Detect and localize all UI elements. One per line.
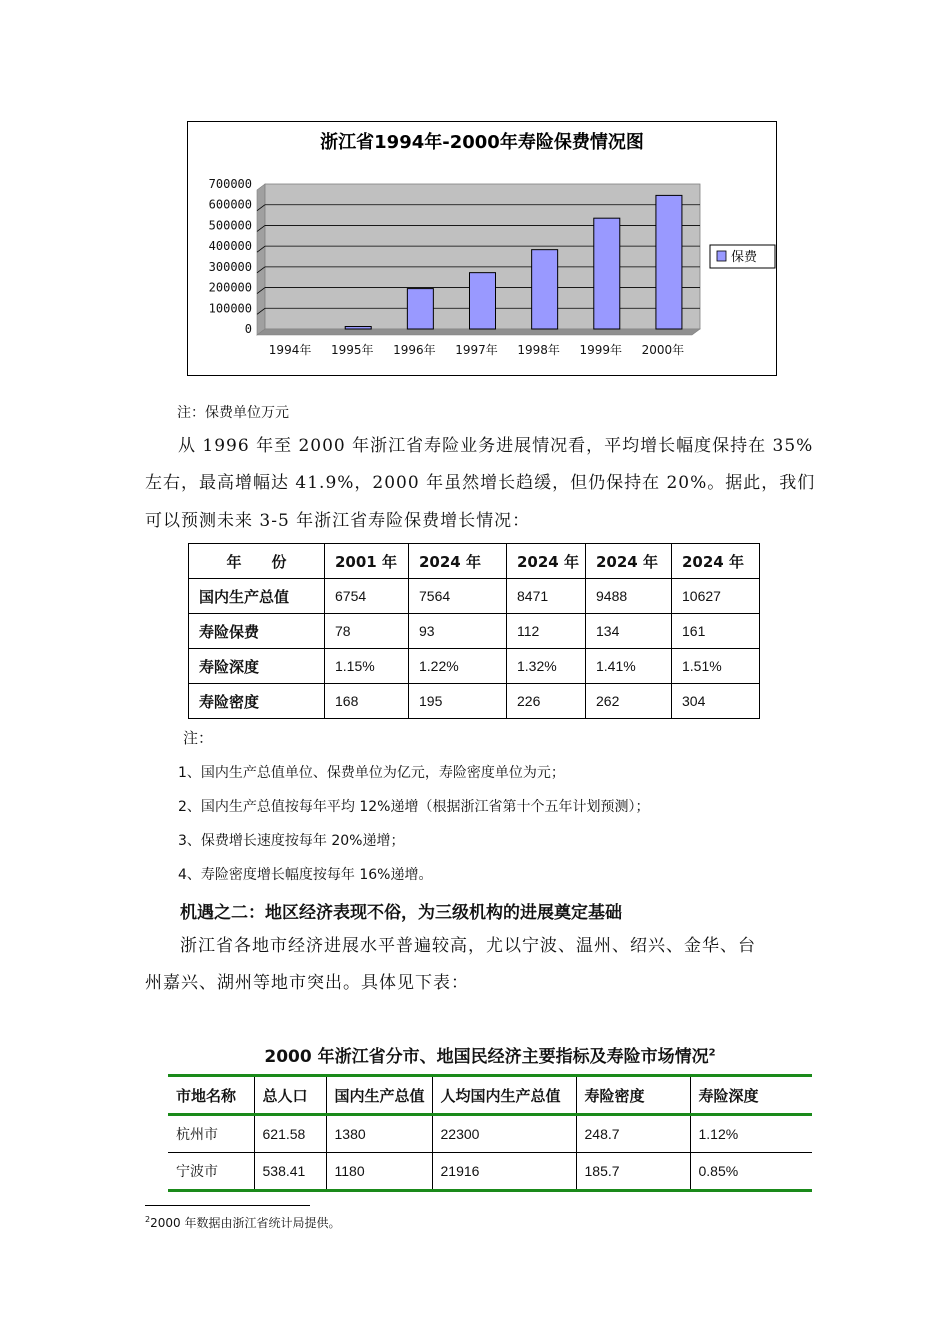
paragraph-line: 浙江省各地市经济进展水平普遍较高，尤以宁波、温州、绍兴、金华、台 (180, 936, 756, 956)
table-cell: 195 (409, 684, 507, 719)
notes-label: 注： (183, 729, 214, 747)
footnote-text: 2000 年数据由浙江省统计局提供。 (150, 1216, 341, 1230)
table-header-cell: 总人口 (254, 1076, 326, 1115)
paragraph-line: 从 1996 年至 2000 年浙江省寿险业务进展情况看，平均增长幅度保持在 35% (178, 436, 814, 456)
table-title-text: 2000 年浙江省分市、地国民经济主要指标及寿险市场情况 (264, 1047, 709, 1067)
plot-wall-side (257, 184, 265, 335)
y-tick-label: 0 (244, 322, 252, 336)
table-row (168, 1115, 812, 1153)
city-economy-table (168, 1074, 812, 1192)
footnote (145, 1214, 340, 1231)
table-row (189, 579, 760, 614)
bar (470, 273, 496, 329)
table-cell: 134 (586, 614, 672, 649)
table-cell: 1180 (326, 1153, 432, 1191)
paragraph-line: 可以预测未来 3-5 年浙江省寿险保费增长情况： (145, 511, 531, 531)
table-cell: 1.51% (672, 649, 760, 684)
table-row (168, 1153, 812, 1191)
table-cell: 10627 (672, 579, 760, 614)
x-tick-label: 1994年 (268, 343, 312, 357)
table-header-cell: 寿险深度 (690, 1076, 812, 1115)
table-header-cell: 年 份 (189, 544, 325, 579)
table-cell: 杭州市 (168, 1115, 254, 1153)
table-cell: 185.7 (576, 1153, 690, 1191)
table-cell: 1.32% (507, 649, 586, 684)
paragraph-line: 州嘉兴、湖州等地市突出。具体见下表： (145, 973, 469, 993)
table-cell: 7564 (409, 579, 507, 614)
chart-legend (710, 245, 775, 268)
table-cell: 168 (325, 684, 409, 719)
table-cell: 93 (409, 614, 507, 649)
note-item: 3、保费增长速度按每年 20%递增； (178, 833, 405, 849)
table-header-cell: 2001 年 (325, 544, 409, 579)
x-tick-label: 1996年 (393, 343, 436, 357)
table-header-cell: 2024 年 (507, 544, 586, 579)
table-cell: 1380 (326, 1115, 432, 1153)
bar (656, 195, 682, 329)
bar (532, 250, 558, 329)
forecast-table (188, 543, 760, 719)
table-header-row (189, 544, 760, 579)
table-cell: 1.41% (586, 649, 672, 684)
table-cell: 1.15% (325, 649, 409, 684)
table-cell: 6754 (325, 579, 409, 614)
table-header-cell: 国内生产总值 (326, 1076, 432, 1115)
table-cell: 161 (672, 614, 760, 649)
note-item: 1、国内生产总值单位、保费单位为亿元，寿险密度单位为元； (178, 765, 565, 781)
table-row (189, 614, 760, 649)
note-item: 2、国内生产总值按每年平均 12%递增（根据浙江省第十个五年计划预测）； (178, 799, 650, 815)
table-row (189, 649, 760, 684)
table-cell: 226 (507, 684, 586, 719)
table-header-cell: 寿险密度 (576, 1076, 690, 1115)
footnote-ref: 2 (708, 1047, 716, 1059)
table-title (140, 1042, 840, 1067)
y-tick-label: 100000 (208, 301, 252, 316)
section-heading: 机遇之二：地区经济表现不俗，为三级机构的进展奠定基础 (180, 903, 622, 923)
row-label: 寿险深度 (189, 649, 325, 684)
x-tick-label: 1995年 (330, 343, 374, 357)
x-tick-label: 2000年 (641, 343, 685, 357)
table-header-cell: 2024 年 (672, 544, 760, 579)
y-tick-label: 300000 (208, 259, 252, 274)
table-cell: 262 (586, 684, 672, 719)
legend-label: 保费 (731, 250, 758, 265)
chart-note: 注：保费单位万元 (177, 405, 289, 421)
plot-floor (257, 329, 700, 335)
legend-swatch (717, 251, 726, 261)
table-header-cell: 市地名称 (168, 1076, 254, 1115)
table-cell: 112 (507, 614, 586, 649)
table-cell: 8471 (507, 579, 586, 614)
table-header-cell: 人均国内生产总值 (432, 1076, 576, 1115)
y-tick-label: 400000 (208, 239, 252, 254)
bar (407, 289, 433, 329)
chart-title: 浙江省1994年-2000年寿险保费情况图 (320, 132, 644, 153)
x-tick-label: 1997年 (455, 343, 498, 357)
table-cell: 宁波市 (168, 1153, 254, 1191)
table-cell: 21916 (432, 1153, 576, 1191)
row-label: 国内生产总值 (189, 579, 325, 614)
table-cell: 1.22% (409, 649, 507, 684)
table-cell: 538.41 (254, 1153, 326, 1191)
footnote-rule (145, 1205, 310, 1206)
chart-frame (187, 121, 777, 376)
y-tick-label: 500000 (208, 218, 252, 233)
row-label: 寿险密度 (189, 684, 325, 719)
table-cell: 78 (325, 614, 409, 649)
row-label: 寿险保费 (189, 614, 325, 649)
y-tick-label: 600000 (208, 197, 252, 212)
table-header-row (168, 1076, 812, 1115)
table-row (189, 684, 760, 719)
x-tick-label: 1999年 (579, 343, 623, 357)
table-cell: 304 (672, 684, 760, 719)
paragraph-line: 左右，最高增幅达 41.9%，2000 年虽然增长趋缓，但仍保持在 20%。据此，我们 (145, 473, 816, 493)
table-cell: 248.7 (576, 1115, 690, 1153)
table-cell: 0.85% (690, 1153, 812, 1191)
bar (594, 218, 620, 329)
y-tick-label: 200000 (208, 280, 252, 295)
bar-chart (188, 122, 776, 375)
table-cell: 621.58 (254, 1115, 326, 1153)
note-item: 4、寿险密度增长幅度按每年 16%递增。 (178, 867, 433, 883)
table-cell: 9488 (586, 579, 672, 614)
table-cell: 22300 (432, 1115, 576, 1153)
table-cell: 1.12% (690, 1115, 812, 1153)
footnote-mark: 2 (145, 1215, 151, 1224)
x-tick-label: 1998年 (517, 343, 560, 357)
bar (345, 327, 371, 329)
table-header-cell: 2024 年 (409, 544, 507, 579)
table-header-cell: 2024 年 (586, 544, 672, 579)
y-tick-label: 700000 (208, 177, 252, 191)
